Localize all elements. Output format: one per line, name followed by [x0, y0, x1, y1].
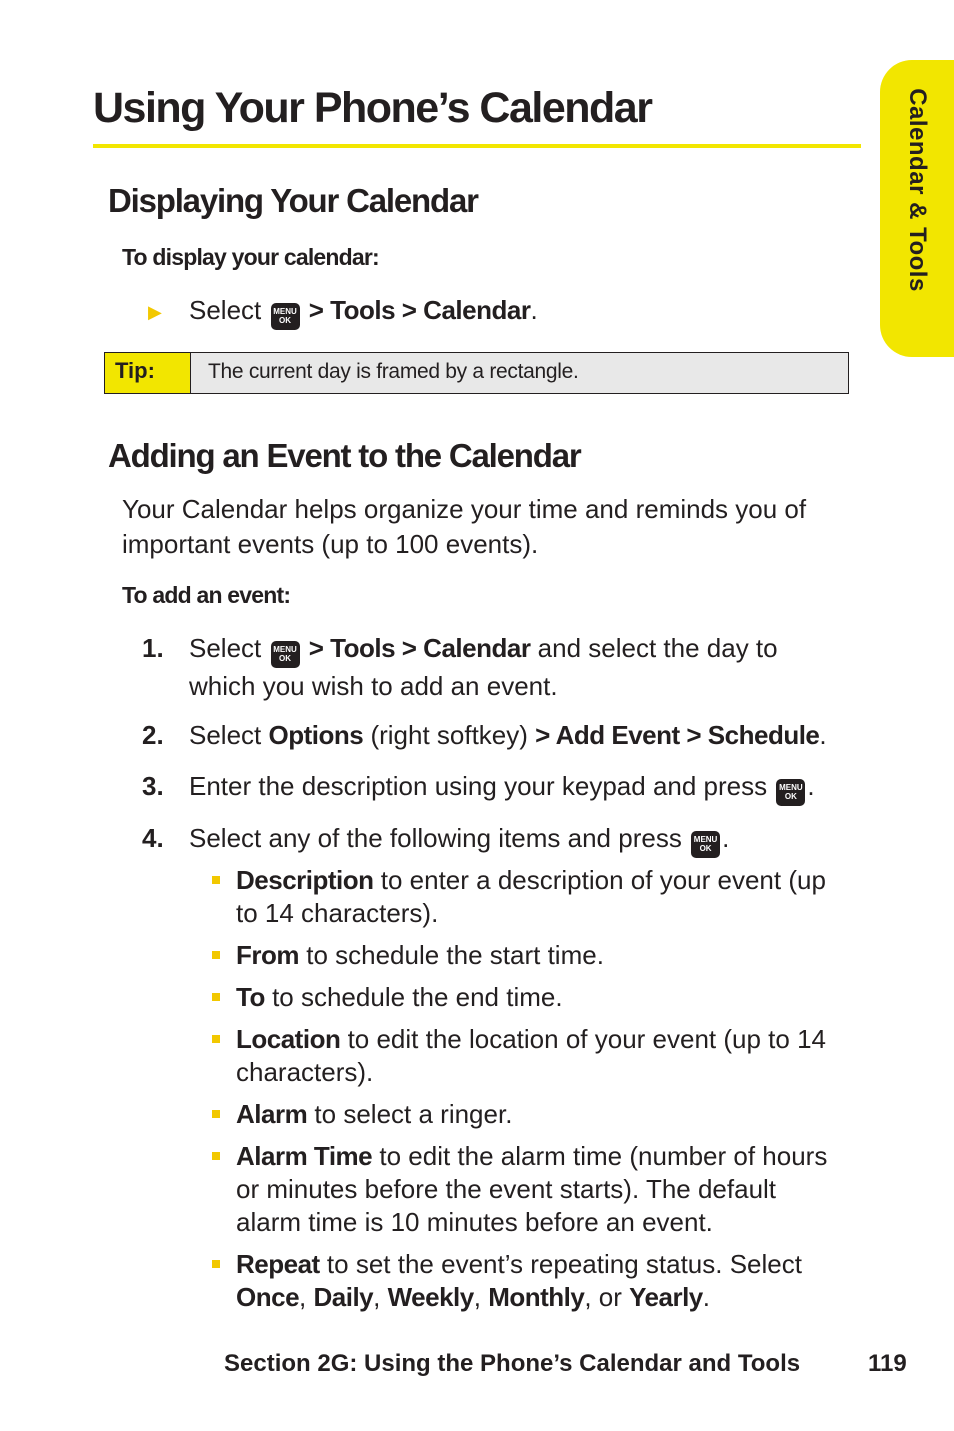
subheading-display: To display your calendar:	[122, 244, 379, 270]
list-item-from: From to schedule the start time.	[212, 939, 852, 972]
step-4: 4. Select any of the following items and press MENU OK .	[0, 820, 900, 860]
list-item-repeat: Repeat to set the event’s repeating status. Select Once, Daily, Weekly, Monthly, or Yearly.	[212, 1248, 852, 1314]
step-text: Select	[189, 295, 262, 325]
step-3: 3. Enter the description using your keypad and press MENU OK .	[0, 768, 900, 808]
list-item-location: Location to edit the location of your event (up to 14 characters).	[212, 1023, 852, 1089]
footer-section: Section 2G: Using the Phone’s Calendar and Tools	[224, 1350, 801, 1377]
side-tab-label: Calendar & Tools	[904, 88, 931, 292]
tip-box	[104, 352, 849, 394]
page-title: Using Your Phone’s Calendar	[93, 84, 652, 132]
tip-text: The current day is framed by a rectangle.	[191, 353, 848, 393]
subheading-add: To add an event:	[122, 582, 291, 608]
title-rule	[93, 144, 861, 148]
menu-ok-key-icon: MENU OK	[691, 831, 720, 858]
page-number: 119	[868, 1350, 907, 1377]
menu-path: > Tools > Calendar	[308, 295, 531, 325]
list-item-to: To to schedule the end time.	[212, 981, 852, 1014]
list-item-description: Description to enter a description of your event (up to 14 characters).	[212, 864, 852, 930]
section-heading-display: Displaying Your Calendar	[108, 182, 478, 219]
menu-ok-key-icon: MENU OK	[271, 641, 300, 668]
tip-label: Tip:	[105, 353, 191, 393]
intro-paragraph: Your Calendar helps organize your time and reminds you of important events (up to 100 events).	[122, 494, 807, 559]
list-item-alarm-time: Alarm Time to edit the alarm time (number of hours or minutes before the event starts). The default alarm time is 10 minutes before an event.	[212, 1140, 852, 1240]
menu-ok-key-icon: MENU OK	[271, 303, 300, 330]
display-step: ▶ Select MENU OK > Tools > Calendar.	[0, 292, 900, 332]
triangle-bullet-icon: ▶	[148, 302, 162, 322]
section-heading-add: Adding an Event to the Calendar	[108, 437, 581, 474]
step-1: 1. Select MENU OK > Tools > Calendar and select the day to which you wish to add an event.	[142, 633, 778, 701]
menu-ok-key-icon: MENU OK	[776, 779, 805, 806]
step-2: 2. Select Options (right softkey) > Add Event > Schedule.	[142, 720, 827, 750]
list-item-alarm: Alarm to select a ringer.	[212, 1098, 852, 1131]
